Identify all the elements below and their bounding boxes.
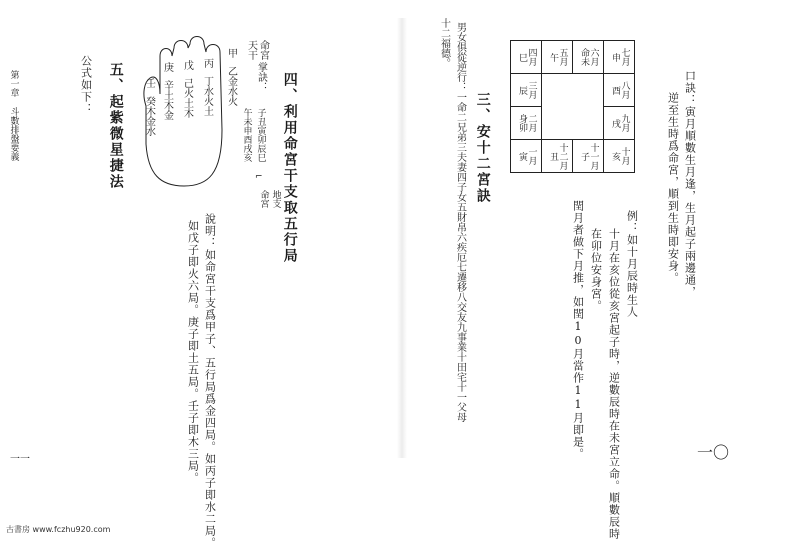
grid-cell-hai: 十月 亥: [604, 140, 635, 173]
grid-cell-wei: 六月 命未: [573, 41, 604, 74]
palm-formula-label: 掌訣：: [255, 62, 267, 92]
formula-text: 公式如下：: [79, 55, 93, 115]
stem-ren: 壬: [143, 78, 155, 88]
grid-cell-xu: 九月 戌: [604, 107, 635, 140]
explanation-line-2: 如戊子即火六局。庚子即土五局。壬子即木三局。: [186, 220, 200, 484]
branch-row-2: 午未申酉戌亥: [241, 108, 252, 162]
label-ming-gong-2: 命宮: [258, 190, 269, 208]
section5-title: 五、起紫微星捷法: [107, 62, 124, 190]
grid-cell-si: 四月 巳: [511, 41, 542, 74]
grid-cell-mao: 二月 身卯: [511, 107, 542, 140]
page-gutter: [397, 18, 407, 458]
kou-jue-line-2: 逆至生時爲命宮，順到生時即安身。: [666, 92, 680, 284]
right-page-number: 一〇: [697, 443, 730, 462]
stem-wu: 戊: [181, 60, 193, 70]
example-line-2: 十月在亥位從亥宮起子時，逆數辰時在未宮立命。順數辰時: [607, 228, 621, 540]
branch-row-1: 子丑寅卯辰巳: [255, 108, 266, 162]
grid-cell-chen: 三月 辰: [511, 74, 542, 107]
grid-cell-wu: 五月 午: [542, 41, 573, 74]
twelve-palace-line-1: 男女俱從逆行：一命二兄弟三夫妻四子女五財帛六疾厄七遷移八交友九事業十田宅十一父母: [454, 22, 466, 422]
palm-hand-diagram: [138, 34, 258, 194]
twelve-palace-grid: [510, 40, 635, 173]
grid-cell-zi: 十一月 子: [573, 140, 604, 173]
section3-title: 三、安十二宮訣: [474, 92, 491, 204]
label-tian-gan: 天干: [245, 40, 257, 60]
kou-jue-line-1: 口訣：寅月順數生月逢，生月起子兩邊通，: [683, 70, 697, 298]
left-page-number: 一一: [10, 454, 30, 465]
hand-row-5: 癸木金水: [143, 96, 155, 136]
footer-watermark: 古書房 www.fczhu920.com: [6, 525, 111, 534]
example-line-1: 例：如十月辰時生人: [625, 210, 639, 318]
grid-cell-shen: 七月 申: [604, 41, 635, 74]
twelve-palace-line-2: 十二福德。: [438, 18, 450, 68]
running-head: 第一章 斗數排盤要義: [8, 70, 19, 161]
label-ming-gong: 命宮: [257, 40, 269, 60]
stem-geng: 庚: [161, 62, 173, 72]
example-line-4: 閏月者做下月推，如閏10月當作11月即是。: [571, 200, 585, 460]
hand-row-4: 辛土木金: [161, 80, 173, 120]
section4-title: 四、利用命宮干支取五行局: [281, 72, 298, 264]
grid-cell-yin: 一月 寅: [511, 140, 542, 173]
example-line-3: 在卯位安身宮。: [589, 228, 603, 312]
grid-cell-you: 八月 酉: [604, 74, 635, 107]
stem-jia: 甲: [225, 48, 237, 58]
hand-row-2: 丁水火土: [201, 76, 213, 116]
grid-cell-chou: 十二月 丑: [542, 140, 573, 173]
stem-bing: 丙: [201, 58, 213, 68]
explanation-line-1: 說明：如命宮干支爲甲子、五行局爲金四局。如丙子即水二局。: [203, 213, 217, 549]
hand-row-1: 乙金水火: [225, 66, 237, 106]
hand-row-3: 己火土木: [181, 78, 193, 118]
bracket-mark: ⌐: [255, 172, 263, 182]
label-di-zhi: 地支: [270, 190, 281, 208]
